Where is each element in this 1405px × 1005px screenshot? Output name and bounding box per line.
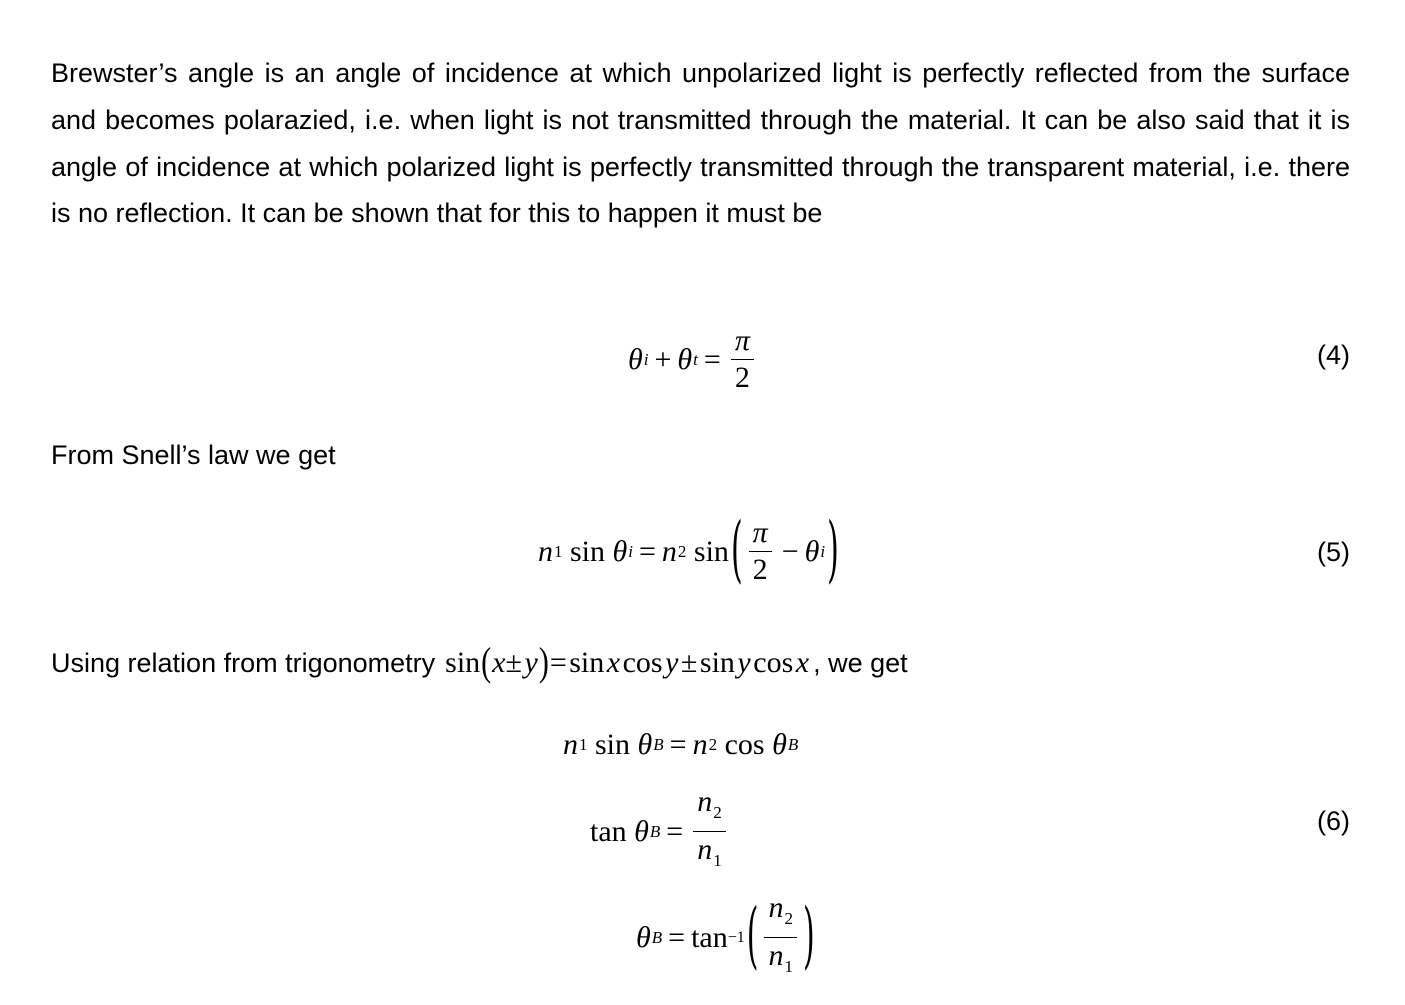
equation-6-line-1: n 1 sin θ B = n 2 cos θ B <box>563 728 799 761</box>
equation-5: n 1 sin θ i = n 2 sin ( $\frac{\pi}{2}$ − θ i ) <box>538 508 839 593</box>
equation-5-number: (5) <box>1317 537 1350 567</box>
fraction-pi-over-2: $\frac{\pi}{2}$ <box>731 325 754 394</box>
intro-paragraph: Brewster’s angle is an angle of incidence at which unpolarized light is perfectly reflected from the surface and becomes polarazied, i.e. when light is not transmitted through the material. It can be also said that it is angle of incidence at which polarized light is perfectly transmitted through the transparent material, i.e. there is no reflection. It can be shown that for this to happen it must be <box>51 58 1350 229</box>
fraction-n2-over-n1: $\frac{n_2}{n_1}$ <box>693 786 726 877</box>
equation-6-line-2: tan θ B = $\frac{n_2}{n_1}$ <box>590 786 730 877</box>
equation-6-line-3: θ B = tan −1 ( $\frac{n_2}{n_1}$ ) <box>636 892 817 983</box>
equation-6-number: (6) <box>1317 806 1350 836</box>
left-paren: ( <box>746 894 759 979</box>
equation-4-number: (4) <box>1317 340 1350 370</box>
trig-paragraph <box>51 640 1350 687</box>
fraction-n2-over-n1: $\frac{n_2}{n_1}$ <box>764 892 797 983</box>
right-paren: ) <box>802 894 815 979</box>
trig-identity: sin(x± y)= sin x cos y ± sin y cos x <box>445 639 810 685</box>
right-paren: ) <box>827 508 839 593</box>
trig-text-before: Using relation from trigonometry <box>51 648 436 678</box>
left-paren: ( <box>730 508 743 593</box>
snell-paragraph: From Snell’s law we get <box>51 440 336 470</box>
fraction-pi-over-2: $\frac{\pi}{2}$ <box>749 517 772 586</box>
trig-text-after: , we get <box>813 648 908 678</box>
equation-4: θ i + θ t = $\frac{\pi}{2}$ <box>628 325 758 394</box>
